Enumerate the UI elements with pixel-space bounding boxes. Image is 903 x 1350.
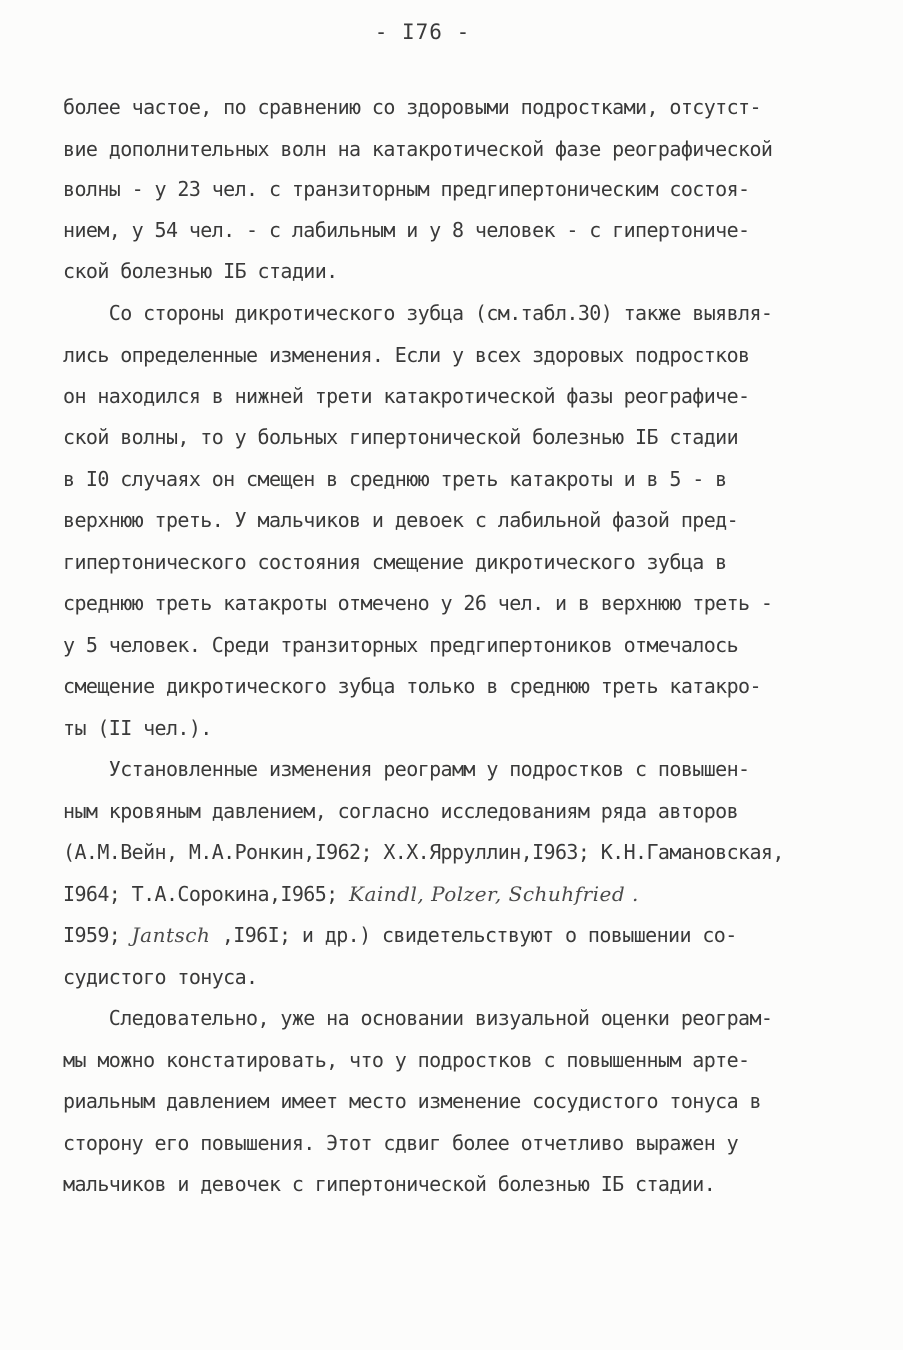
handwritten-author: Jantsch (131, 923, 211, 947)
text-line: сторону его повышения. Этот сдвиг более отчетливо выражен у (63, 1131, 739, 1155)
text-line: ты (II чел.). (63, 716, 212, 740)
text-line: лись определенные изменения. Если у всех здоровых подростков (63, 343, 750, 367)
text-line: он находился в нижней трети катакротической фазы реографиче- (63, 384, 750, 408)
text-line: вие дополнительных волн на катакротической фазе реографической (63, 137, 773, 161)
text-line: волны - у 23 чел. с транзиторным предгипертоническим состоя- (63, 177, 750, 201)
text-line: среднюю треть катакроты отмечено у 26 чел. и в верхнюю треть - (63, 591, 773, 615)
text-line: риальным давлением имеет место изменение сосудистого тонуса в (63, 1089, 761, 1113)
page-number: - I76 - (374, 20, 471, 44)
handwritten-authors: Kaindl, Polzer, Schuhfried . (349, 882, 639, 906)
text-line: I964; Т.А.Сорокина,I965; Kaindl, Polzer, Schuhfried . (63, 882, 639, 906)
text-line: (А.М.Вейн, М.А.Ронкин,I962; Х.Х.Ярруллин,I963; К.Н.Гамановская, (63, 840, 784, 864)
text-line: у 5 человек. Среди транзиторных предгипертоников отмечалось (63, 633, 739, 657)
text-line: ской болезнью IБ стадии. (63, 259, 338, 283)
text-line: верхнюю треть. У мальчиков и девоек с лабильной фазой пред- (63, 508, 739, 532)
text-line: ным кровяным давлением, согласно исследованиям ряда авторов (63, 799, 739, 823)
text-line: ской волны, то у больных гипертонической болезнью IБ стадии (63, 425, 739, 449)
text-line: Следовательно, уже на основании визуальной оценки реограм- (63, 1006, 773, 1030)
text-line: I959; Jantsch ,I96I; и др.) свидетельствуют о повышении со- (63, 923, 737, 947)
text-line: более частое, по сравнению со здоровыми подростками, отсутст- (63, 95, 761, 119)
text-line: смещение дикротического зубца только в среднюю треть катакро- (63, 674, 761, 698)
text-line: в I0 случаях он смещен в среднюю треть катакроты и в 5 - в (63, 467, 727, 491)
text-line: мальчиков и девочек с гипертонической болезнью IБ стадии. (63, 1172, 716, 1196)
text-line: гипертонического состояния смещение дикротического зубца в (63, 550, 727, 574)
text-line: нием, у 54 чел. - с лабильным и у 8 человек - с гипертониче- (63, 218, 750, 242)
text-line: Установленные изменения реограмм у подростков с повышен- (63, 757, 750, 781)
text-line: мы можно констатировать, что у подростков с повышенным арте- (63, 1048, 750, 1072)
text-line: Со стороны дикротического зубца (см.табл.30) также выявля- (63, 301, 773, 325)
text-line: судистого тонуса. (63, 965, 258, 989)
